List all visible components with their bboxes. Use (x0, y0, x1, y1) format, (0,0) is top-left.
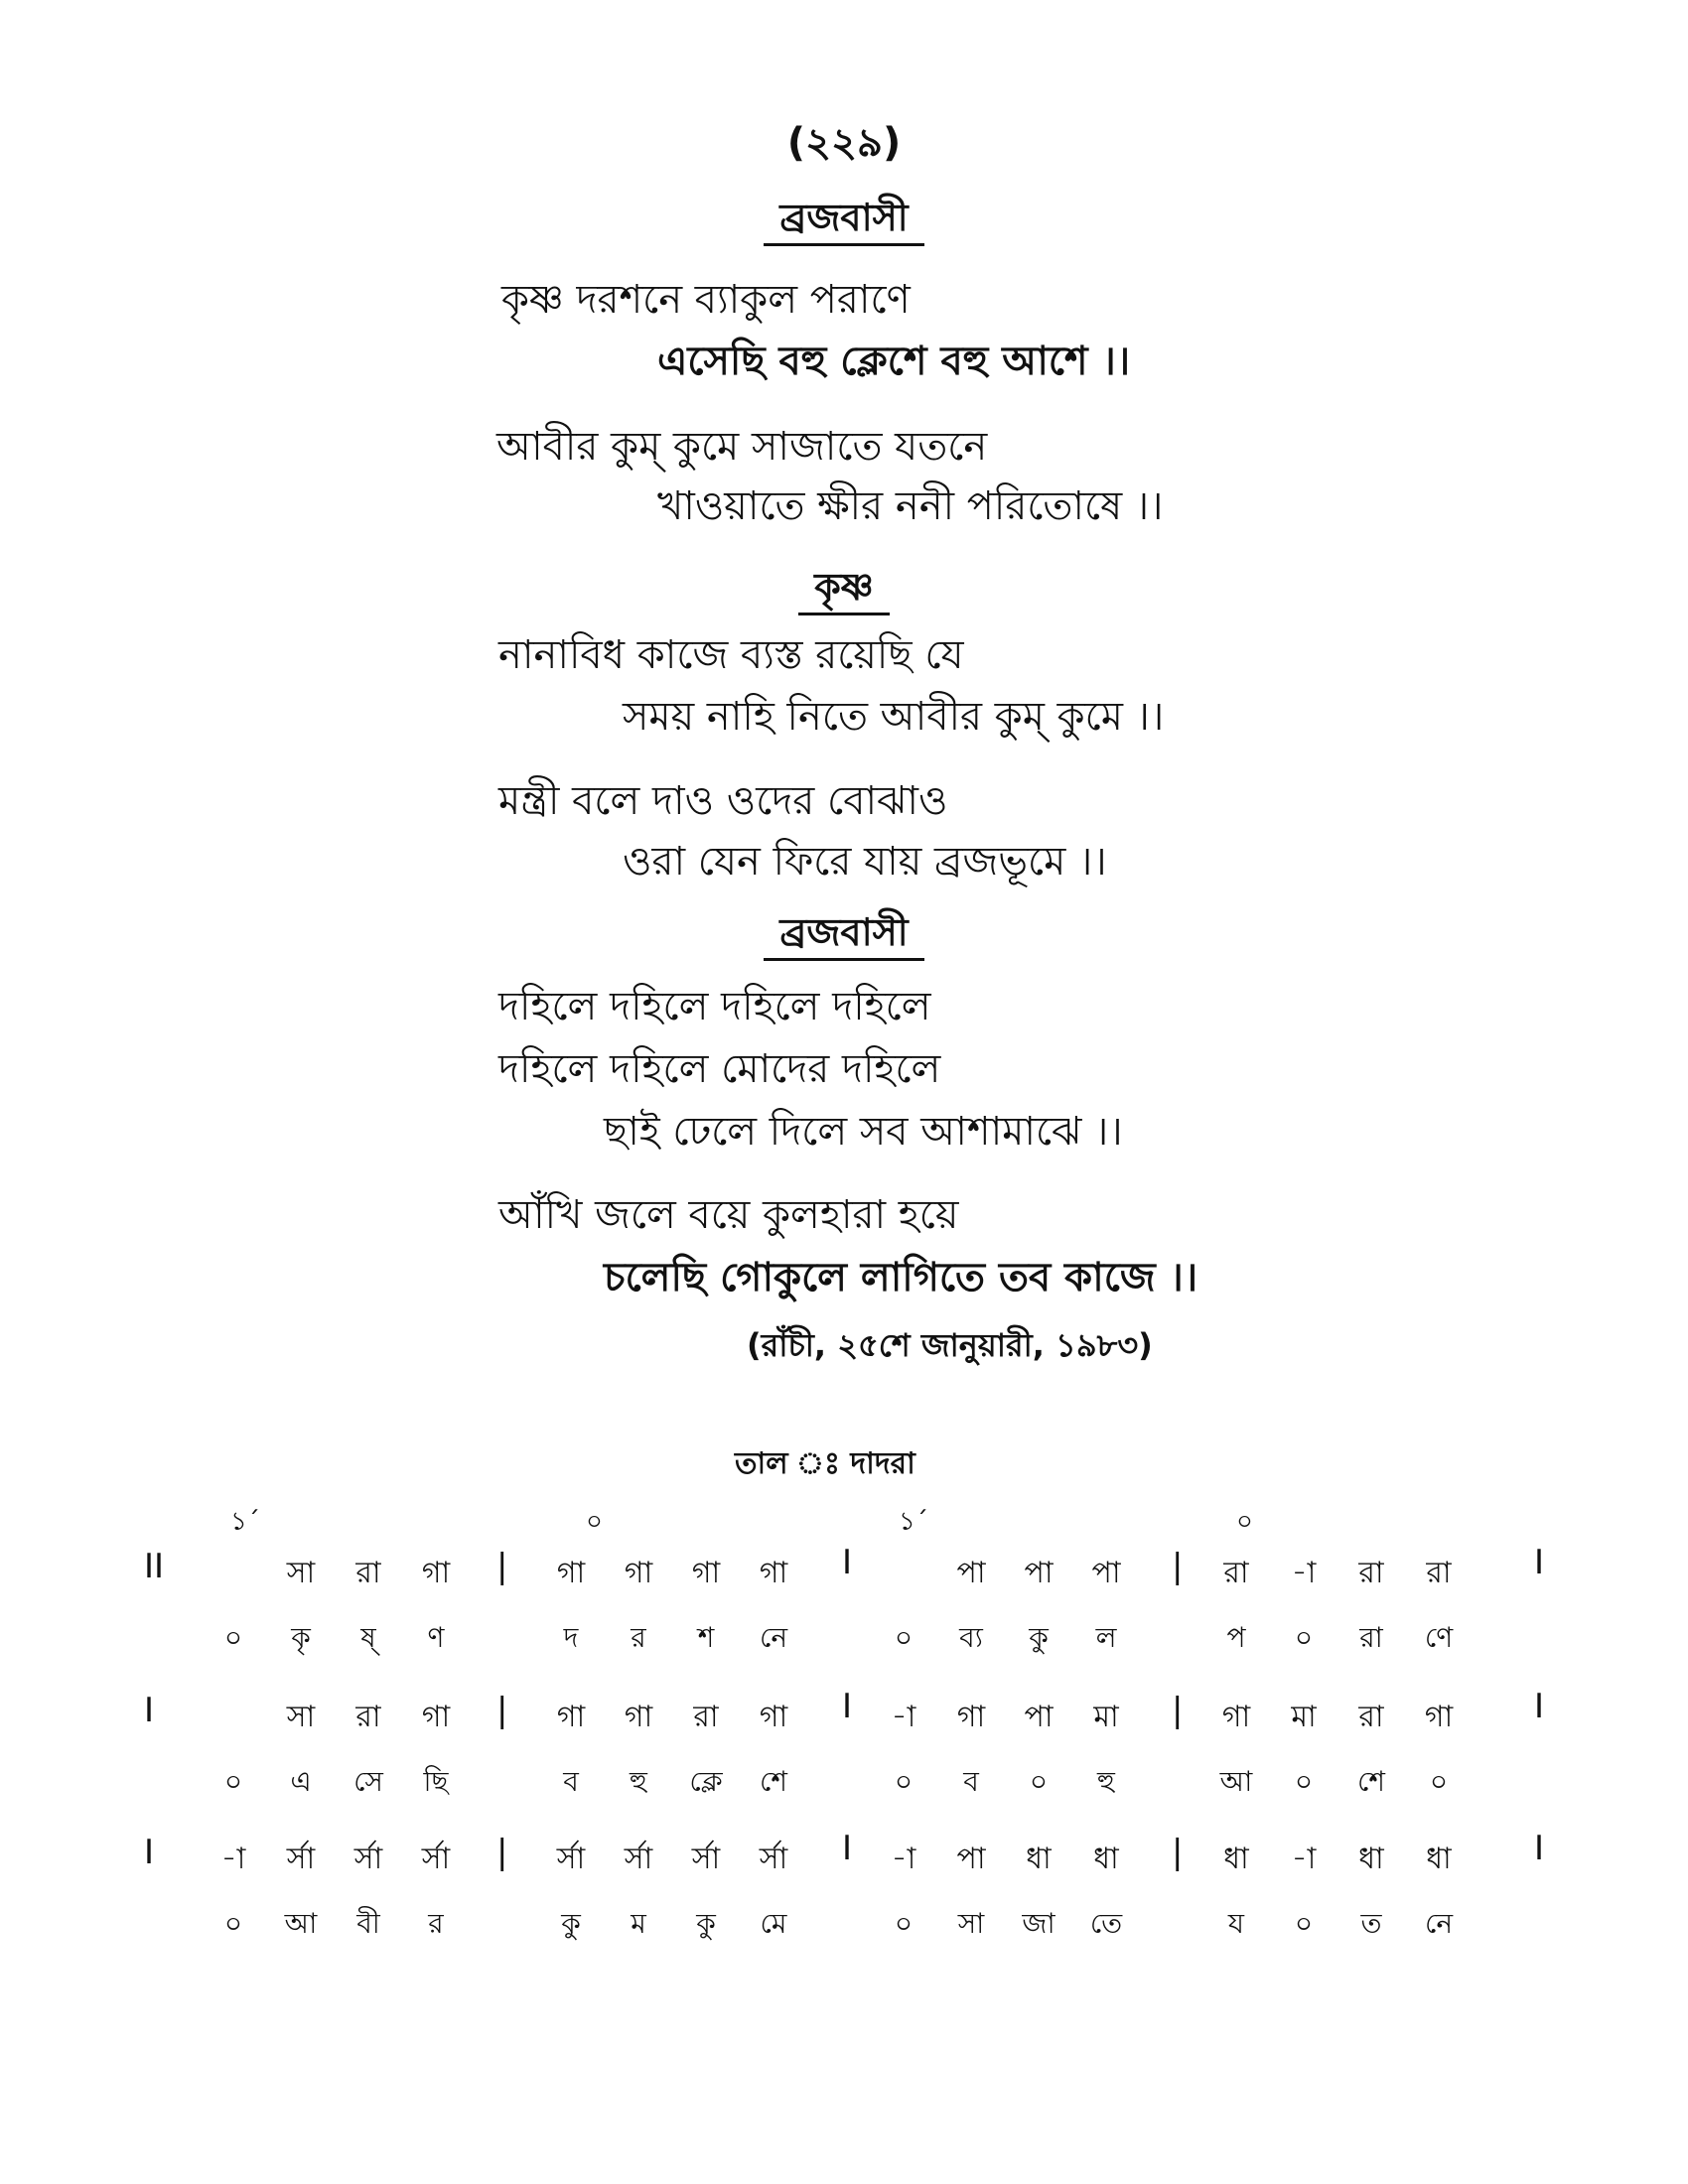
vibhag-line: | (496, 1547, 508, 1586)
verse-line: দহিলে দহিলে মোদের দহিলে (498, 1046, 941, 1092)
swara-note: -া (220, 1842, 246, 1876)
end-barline: I (1534, 1543, 1545, 1582)
swara-note: পা (1024, 1556, 1054, 1590)
speaker-heading: কৃষ্ণ (0, 558, 1688, 621)
swara-note: র্সা (691, 1842, 721, 1876)
lyric-syllable: ক্লে (689, 1765, 723, 1798)
lyric-syllable: ব্য (959, 1621, 983, 1654)
verse-line: ওরা যেন ফিরে যায় ব্রজভূমে ।। (623, 839, 1107, 885)
start-barline: I (144, 1833, 155, 1872)
swara-note: সা (286, 1556, 316, 1590)
lyric-syllable: ল (1095, 1621, 1117, 1654)
swara-note: গা (691, 1556, 721, 1590)
page-number: (২২৯) (786, 120, 902, 166)
swara-note: গা (624, 1556, 653, 1590)
swara-note: র্সা (556, 1842, 586, 1876)
lyric-syllable: এ (290, 1765, 312, 1798)
lyric-syllable: হু (630, 1765, 647, 1798)
swara-note: রা (1426, 1556, 1452, 1590)
verse-line: সময় নাহি নিতে আবীর কুম্ কুমে ।। (623, 694, 1165, 740)
swara-note: -া (1291, 1842, 1317, 1876)
swara-note: ধা (1093, 1842, 1119, 1876)
tala-mark: ০ (1236, 1507, 1253, 1537)
vibhag-line: | (1172, 1691, 1184, 1730)
swara-note: গা (421, 1556, 451, 1590)
start-barline: II (144, 1547, 165, 1586)
tala-mark: ১´ (899, 1507, 928, 1537)
swara-note: রা (693, 1700, 719, 1734)
lyric-syllable: ব (963, 1765, 979, 1798)
lyric-syllable: সা (957, 1907, 985, 1940)
swara-note: গা (1221, 1700, 1251, 1734)
swara-note: গা (421, 1700, 451, 1734)
swara-note: রা (1358, 1700, 1384, 1734)
swara-note: গা (556, 1556, 586, 1590)
lyric-syllable: র (428, 1907, 444, 1940)
lyric-syllable: প (1226, 1621, 1246, 1654)
lyric-syllable: রা (1359, 1621, 1383, 1654)
lyric-syllable: নে (759, 1621, 788, 1654)
verse-line: আবীর কুম্ কুমে সাজাতে যতনে (496, 424, 988, 470)
swara-note: র্সা (421, 1842, 451, 1876)
verse-line: ছাই ঢেলে দিলে সব আশামাঝে ।। (604, 1109, 1123, 1155)
verse-line: চলেছি গোকুলে লাগিতে তব কাজে ।। (604, 1255, 1198, 1300)
verse-line: দহিলে দহিলে দহিলে দহিলে (498, 984, 931, 1029)
swara-note: -া (891, 1842, 916, 1876)
swara-note: পা (1024, 1700, 1054, 1734)
swara-note: গা (1424, 1700, 1454, 1734)
lyric-syllable: শে (760, 1765, 787, 1798)
swara-note: -া (1291, 1556, 1317, 1590)
swara-note: ধা (1026, 1842, 1052, 1876)
speaker-heading: ব্রজবাসী (0, 189, 1688, 252)
mid-barline: I (842, 1687, 853, 1726)
lyric-syllable: ০ (1294, 1621, 1314, 1654)
mid-barline: I (842, 1829, 853, 1868)
lyric-syllable: ষ্ (360, 1621, 376, 1654)
verse-line: খাওয়াতে ক্ষীর ননী পরিতোষে ।। (657, 483, 1164, 529)
vibhag-line: | (1172, 1833, 1184, 1872)
swara-note: রা (1358, 1556, 1384, 1590)
lyric-syllable: হু (1097, 1765, 1115, 1798)
swara-note: মা (1291, 1700, 1317, 1734)
swara-note: র্সা (286, 1842, 316, 1876)
lyric-syllable: কু (696, 1907, 716, 1940)
end-barline: I (1534, 1687, 1545, 1726)
lyric-syllable: আ (284, 1907, 318, 1940)
lyric-syllable: ০ (894, 1765, 914, 1798)
swara-note: রা (355, 1556, 381, 1590)
lyric-syllable: দ (563, 1621, 579, 1654)
lyric-syllable: ব (563, 1765, 579, 1798)
lyric-syllable: ণ (427, 1621, 445, 1654)
vibhag-line: | (496, 1833, 508, 1872)
swara-note: ধা (1426, 1842, 1452, 1876)
lyric-syllable: ০ (223, 1907, 243, 1940)
swara-note: ধা (1223, 1842, 1249, 1876)
tala-mark: ০ (586, 1507, 603, 1537)
swara-note: গা (956, 1700, 986, 1734)
swara-note: পা (956, 1556, 986, 1590)
lyric-syllable: ০ (894, 1907, 914, 1940)
swara-note: র্সা (353, 1842, 383, 1876)
verse-line: কৃষ্ণ দরশনে ব্যাকুল পরাণে (501, 277, 911, 323)
verse-line: আঁখি জলে বয়ে কুলহারা হয়ে (498, 1192, 959, 1238)
vibhag-line: | (1172, 1547, 1184, 1586)
lyric-syllable: নে (1424, 1907, 1454, 1940)
verse-line: নানাবিধ কাজে ব্যস্ত রয়েছি যে (498, 632, 964, 678)
swara-note: ধা (1358, 1842, 1384, 1876)
lyric-syllable: ণে (1424, 1621, 1454, 1654)
lyric-syllable: ০ (223, 1621, 243, 1654)
swara-note: র্সা (624, 1842, 653, 1876)
lyric-syllable: ছি (423, 1765, 449, 1798)
lyric-syllable: র (631, 1621, 646, 1654)
end-barline: I (1534, 1829, 1545, 1868)
vibhag-line: | (496, 1691, 508, 1730)
lyric-syllable: আ (1219, 1765, 1253, 1798)
tala-mark: ১´ (230, 1507, 260, 1537)
verse-line: মন্ত্রী বলে দাও ওদের বোঝাও (498, 778, 948, 824)
lyric-syllable: ০ (1294, 1765, 1314, 1798)
lyric-syllable: কু (561, 1907, 581, 1940)
swara-note: গা (624, 1700, 653, 1734)
lyric-syllable: ০ (1429, 1765, 1449, 1798)
swara-note: গা (759, 1700, 788, 1734)
lyric-syllable: ০ (1294, 1907, 1314, 1940)
lyric-syllable: কু (1029, 1621, 1049, 1654)
lyric-syllable: য (1227, 1907, 1245, 1940)
swara-note: গা (759, 1556, 788, 1590)
swara-note: র্সা (759, 1842, 788, 1876)
lyric-syllable: শে (1357, 1765, 1385, 1798)
swara-note: মা (1093, 1700, 1119, 1734)
lyric-syllable: কৃ (291, 1621, 311, 1654)
lyric-syllable: ত (1360, 1907, 1382, 1940)
swara-note: গা (556, 1700, 586, 1734)
mid-barline: I (842, 1543, 853, 1582)
swara-note: সা (286, 1700, 316, 1734)
lyric-syllable: তে (1089, 1907, 1123, 1940)
lyric-syllable: ০ (1029, 1765, 1049, 1798)
lyric-syllable: জা (1022, 1907, 1055, 1940)
lyric-syllable: মে (760, 1907, 787, 1940)
swara-note: পা (1091, 1556, 1121, 1590)
swara-note: -া (891, 1700, 916, 1734)
swara-note: রা (1223, 1556, 1249, 1590)
verse-line: এসেছি বহু ক্লেশে বহু আশে ।। (657, 339, 1131, 384)
lyric-syllable: বী (356, 1907, 380, 1940)
lyric-syllable: সে (353, 1765, 383, 1798)
tala-label: তাল ঃ দাদরা (735, 1446, 915, 1481)
start-barline: I (144, 1691, 155, 1730)
speaker-heading: ব্রজবাসী (0, 903, 1688, 967)
date-line: (রাঁচী, ২৫শে জানুয়ারী, ১৯৮৩) (747, 1326, 1153, 1364)
swara-note: রা (355, 1700, 381, 1734)
swara-note: পা (956, 1842, 986, 1876)
lyric-syllable: শ (697, 1621, 715, 1654)
lyric-syllable: ম (631, 1907, 646, 1940)
lyric-syllable: ০ (894, 1621, 914, 1654)
lyric-syllable: ০ (223, 1765, 243, 1798)
